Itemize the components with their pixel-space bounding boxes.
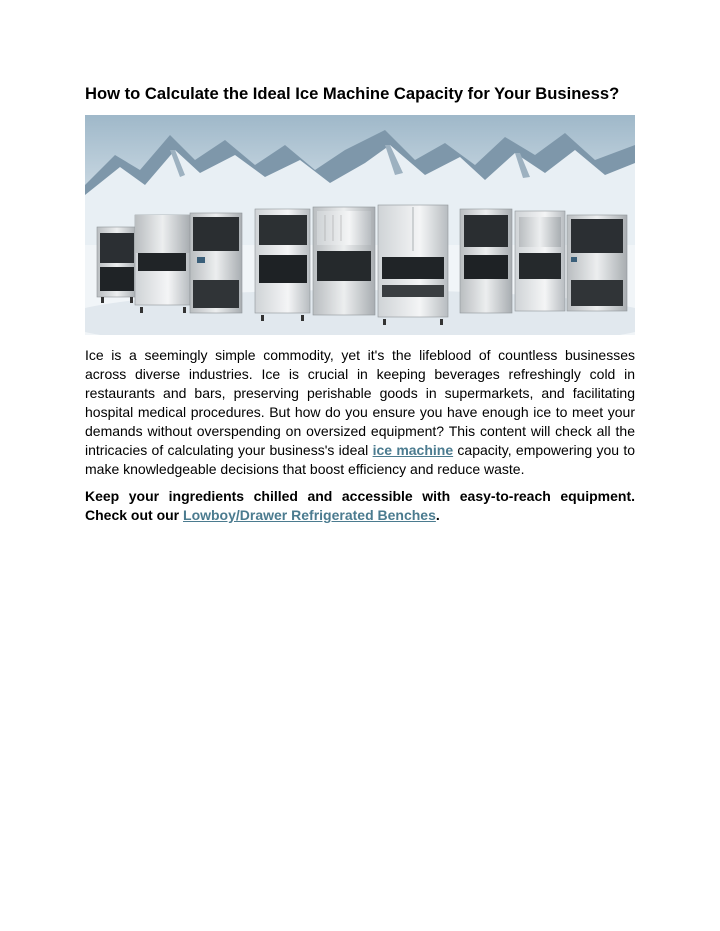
article-title: How to Calculate the Ideal Ice Machine Capacity for Your Business?	[85, 84, 620, 103]
intro-text-before: Ice is a seemingly simple commodity, yet it's the lifeblood of countless businesses across diverse industries. Ice is crucial in keeping beverages refreshingly cold in restaurants and bars, preserving perishable goods in supermarkets, and facilitating hospital medical procedures. But how do you ensure you have enough ice to meet your demands without overspending on oversized equipment? This content will check all the intricacies of calculating your business's ideal	[85, 347, 635, 458]
cta-paragraph	[85, 487, 635, 525]
ice-machine-link[interactable]: ice machine	[372, 442, 454, 458]
intro-paragraph	[85, 346, 635, 479]
intro-text-after: capacity, empowering you to make knowledgeable decisions that boost efficiency and reduce waste.	[85, 442, 636, 477]
refrigerated-benches-link[interactable]: Lowboy/Drawer Refrigerated Benches	[183, 507, 436, 523]
ice-machines-image	[85, 115, 635, 335]
hero-image	[85, 115, 635, 335]
cta-text-before: Keep your ingredients chilled and accessible with easy-to-reach equipment. Check out our	[85, 488, 635, 523]
cta-text-after: .	[435, 507, 440, 523]
